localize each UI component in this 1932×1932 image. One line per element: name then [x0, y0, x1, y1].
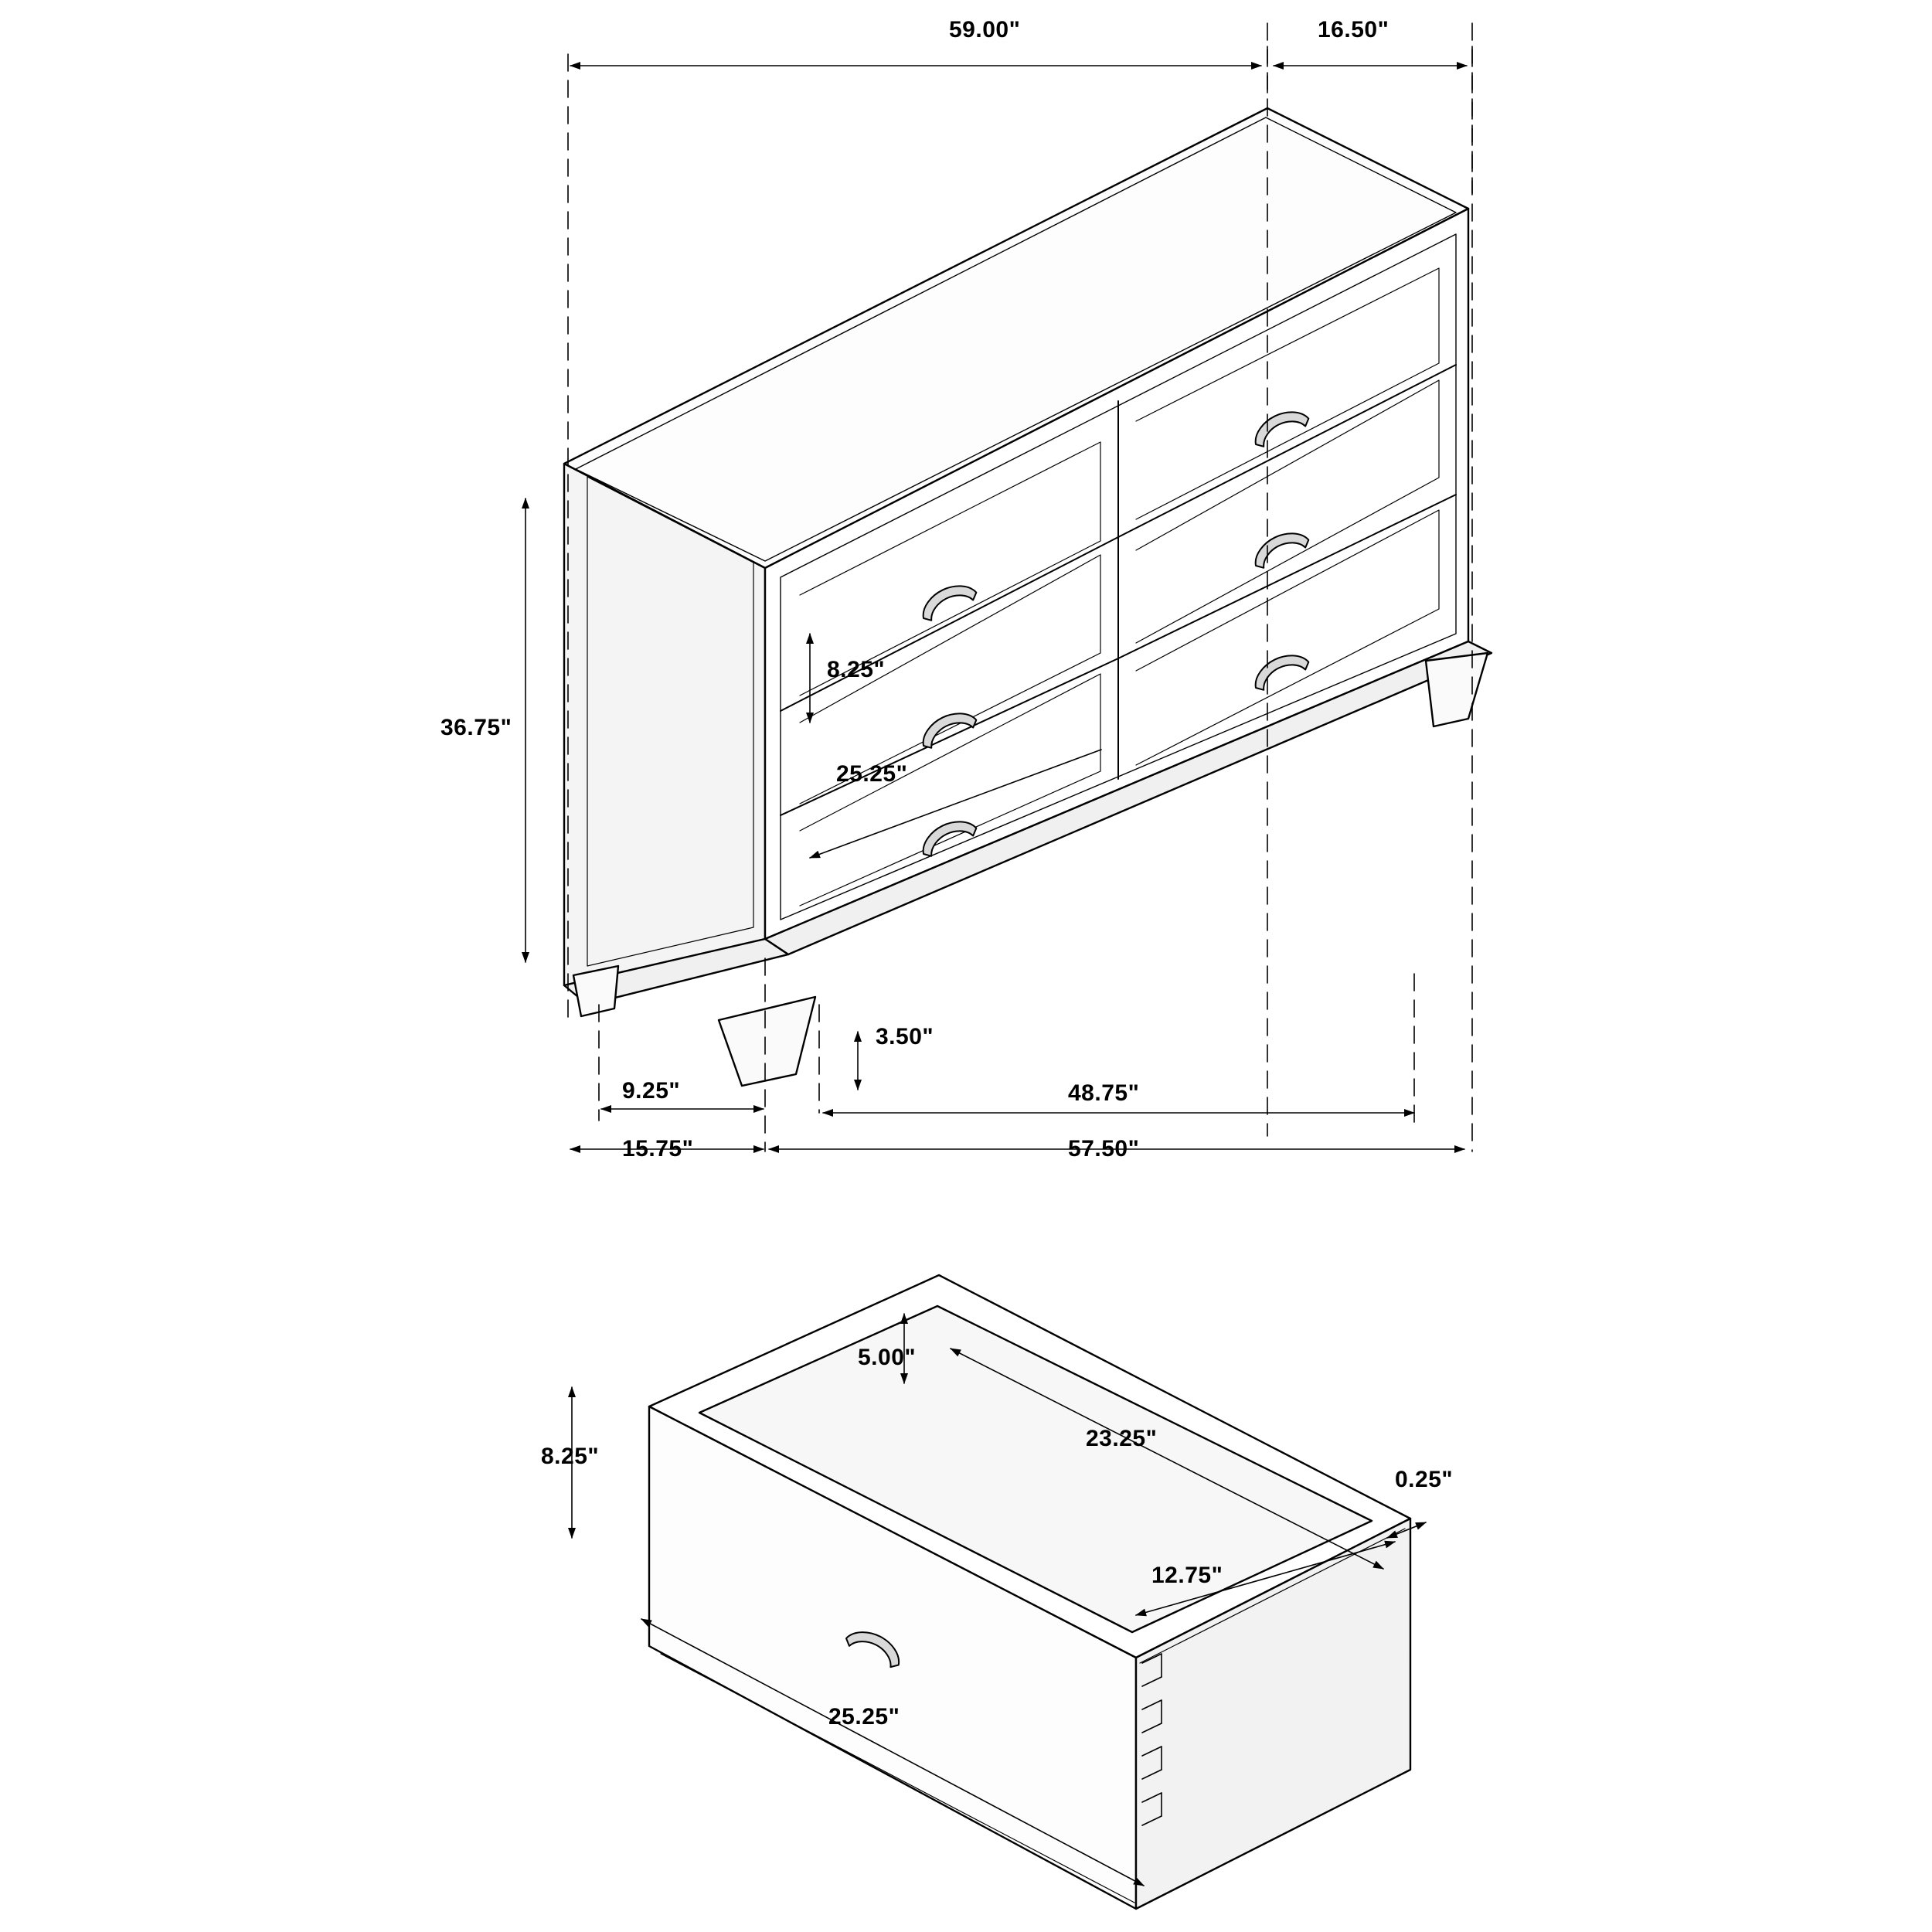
- dim-label-drawer-face-height: 8.25": [827, 657, 886, 682]
- dim-label-drawer-interior-side: 12.75": [1151, 1563, 1223, 1588]
- dim-label-drawer-side-height: 8.25": [541, 1444, 600, 1469]
- dim-label-drawer-interior-width: 23.25": [1086, 1426, 1158, 1451]
- dim-label-base-depth: 15.75": [622, 1136, 694, 1162]
- dim-label-width-cabinet: 59.00": [949, 17, 1021, 43]
- dim-label-depth-side: 16.50": [1318, 17, 1389, 43]
- dim-label-base-width: 57.50": [1068, 1136, 1140, 1162]
- dim-label-leg-height: 3.50": [876, 1024, 934, 1049]
- dim-label-drawer-panel-thickness: 0.25": [1395, 1467, 1454, 1492]
- dim-label-inner-base-width: 48.75": [1068, 1080, 1140, 1106]
- dim-label-drawer-interior-depth: 5.00": [858, 1345, 917, 1370]
- drawer-detail-view: [649, 1275, 1410, 1909]
- dim-label-drawer-front-width: 25.25": [828, 1704, 900, 1730]
- dim-label-drawer-face-width: 25.25": [836, 761, 908, 787]
- dim-label-overall-height: 36.75": [440, 715, 512, 740]
- dim-label-leg-inset-depth: 9.25": [622, 1078, 681, 1104]
